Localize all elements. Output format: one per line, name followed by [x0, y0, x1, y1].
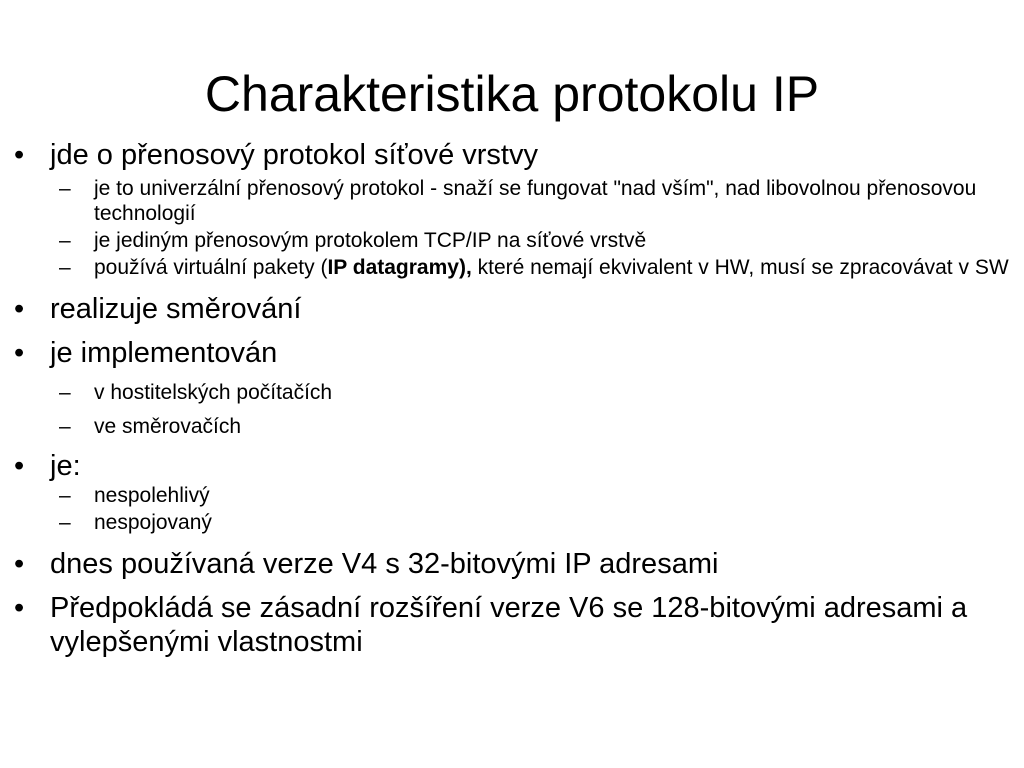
list-item-text: je:: [50, 450, 81, 482]
bullet-icon: •: [14, 450, 25, 482]
list-item-text: je implementován: [50, 337, 278, 369]
bullet-icon: •: [14, 337, 25, 369]
list-item-text: dnes používaná verze V4 s 32-bitovými IP adresami: [50, 548, 719, 580]
list-item-text: Předpokládá se zásadní rozšíření verze V6 se 128-bitovými adresami a vylepšenými vlastnostmi: [50, 592, 968, 658]
list-item-text: realizuje směrování: [50, 293, 302, 325]
list-item: [14, 336, 1014, 370]
sub-list-item: [14, 380, 1014, 405]
list-item: [14, 449, 1014, 483]
dash-icon: –: [59, 229, 71, 252]
list-item: [14, 591, 1014, 659]
dash-icon: –: [59, 381, 71, 404]
sub-list-item-text: je jediným přenosovým protokolem TCP/IP na síťové vrstvě: [94, 229, 647, 252]
sub-list-item: [14, 176, 1014, 226]
sub-list-item-text-bold: IP datagramy),: [327, 256, 472, 279]
dash-icon: –: [59, 484, 71, 507]
slide-title: Charakteristika protokolu IP: [204, 66, 820, 122]
sub-list-item-text: ve směrovačích: [94, 415, 242, 438]
sub-list-item-text: je to univerzální přenosový protokol - snaží se fungovat "nad vším", nad libovolnou přenosovou technologií: [94, 177, 977, 225]
sub-list-item-text-before: používá virtuální pakety (: [94, 256, 328, 279]
dash-icon: –: [59, 415, 71, 438]
sub-list-item-text-after: které nemají ekvivalent v HW, musí se zpracovávat v SW: [471, 256, 1009, 279]
bullet-list: [14, 138, 1014, 659]
list-item: [14, 547, 1014, 581]
sub-list-item-text: v hostitelských počítačích: [94, 381, 333, 404]
dash-icon: –: [59, 177, 71, 200]
dash-icon: –: [59, 256, 71, 279]
sub-list-item: [14, 483, 1014, 508]
dash-icon: –: [59, 511, 71, 534]
sub-list-item-text: nespolehlivý: [94, 484, 210, 507]
sub-list-item: [14, 255, 1014, 280]
sub-list-item: [14, 228, 1014, 253]
sub-list-item: [14, 414, 1014, 439]
sub-list-item: [14, 510, 1014, 535]
list-item: [14, 292, 1014, 326]
bullet-icon: •: [14, 548, 25, 580]
list-item: [14, 138, 1014, 172]
bullet-icon: •: [14, 592, 25, 624]
list-item-text: jde o přenosový protokol síťové vrstvy: [50, 139, 538, 171]
bullet-icon: •: [14, 293, 25, 325]
bullet-icon: •: [14, 139, 25, 171]
sub-list-item-text: nespojovaný: [94, 511, 212, 534]
